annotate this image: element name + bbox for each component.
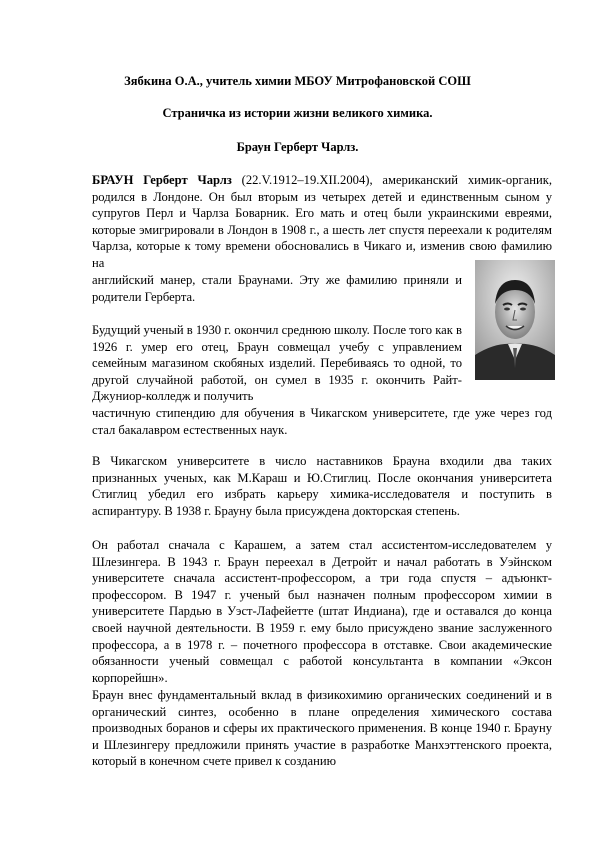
paragraph-career: Он работал сначала с Карашем, а затем стал ассистентом-исследователем у Шлезингера. В 1943 г. Браун переехал в Детройт и начал работать в Уэйнском университете сначала ассистент-профессором, а три года спустя – адъюнкт-профессором. В 1947 г. ученый был назначен полным профессором химии в университете Пардью в Уэст-Лафейетте (штат Индиана), где и оставался до конца своей научной деятельности. В 1959 г. ему было присуждено звание заслуженного профессора, а в 1978 г. – почетного профессора в отставке. Свои академические обязанности ученый совмещал с работой консультанта в компании «Эксон корпорейшн». — [92, 538, 552, 685]
paragraph-biography-intro — [92, 172, 552, 272]
bold-name: БРАУН Герберт Чарлз — [92, 173, 232, 187]
page-subtitle: Страничка из истории жизни великого химика. — [162, 106, 433, 120]
paragraph-university: В Чикагском университете в число наставников Брауна входили два таких признанных ученых, как М.Караш и Ю.Стиглиц. После окончания университета Стиглиц убедил его избрать карьеру химика-исследователя и поступить в аспирантуру. В 1938 г. Брауну была присуждена докторская степень. — [92, 454, 552, 518]
portrait-photo — [475, 260, 555, 380]
paragraph-biography-intro-tail: английский манер, стали Браунами. Эту же фамилию приняли и родители Герберта. — [92, 273, 462, 304]
paragraph-text: (22.V.1912–19.XII.2004), американский химик-органик, родился в Лондоне. Он был вторым из четырех детей и единственным сыном у супругов Перл и Чарлза Боварник. Его мать и отец были украинскими евреями, которые эмигрировали в Лондон в 1908 г., а шесть лет спустя переехали к родителям Чарлза, которые к тому времени обосновались в Чикаго и, изменив свою фамилию на — [92, 173, 553, 270]
paragraph-scientific-contribution: Браун внес фундаментальный вклад в физикохимию органических соединений и в органический синтез, особенно в плане определения химического состава производных боранов и сферы их практического применения. В конце 1940 г. Брауну и Шлезингеру предложили принять участие в разработке Манхэттенского проекта, который в конечном счете привел к созданию — [92, 688, 552, 769]
paragraph-education-tail: частичную стипендию для обучения в Чикагском университете, где уже через год стал бакалавром естественных наук. — [92, 406, 552, 437]
paragraph-education: Будущий ученый в 1930 г. окончил среднюю школу. После того как в 1926 г. умер его отец, Браун совмещал учебу с управлением семейным магазином скобяных изделий. Перебиваясь то одной, то другой случайной работой, он сумел в 1935 г. окончить Райт-Джуниор-колледж и получить — [92, 323, 462, 404]
person-name-heading: Браун Герберт Чарлз. — [236, 140, 359, 154]
author-line: Зябкина О.А., учитель химии МБОУ Митрофановской СОШ — [124, 74, 471, 88]
